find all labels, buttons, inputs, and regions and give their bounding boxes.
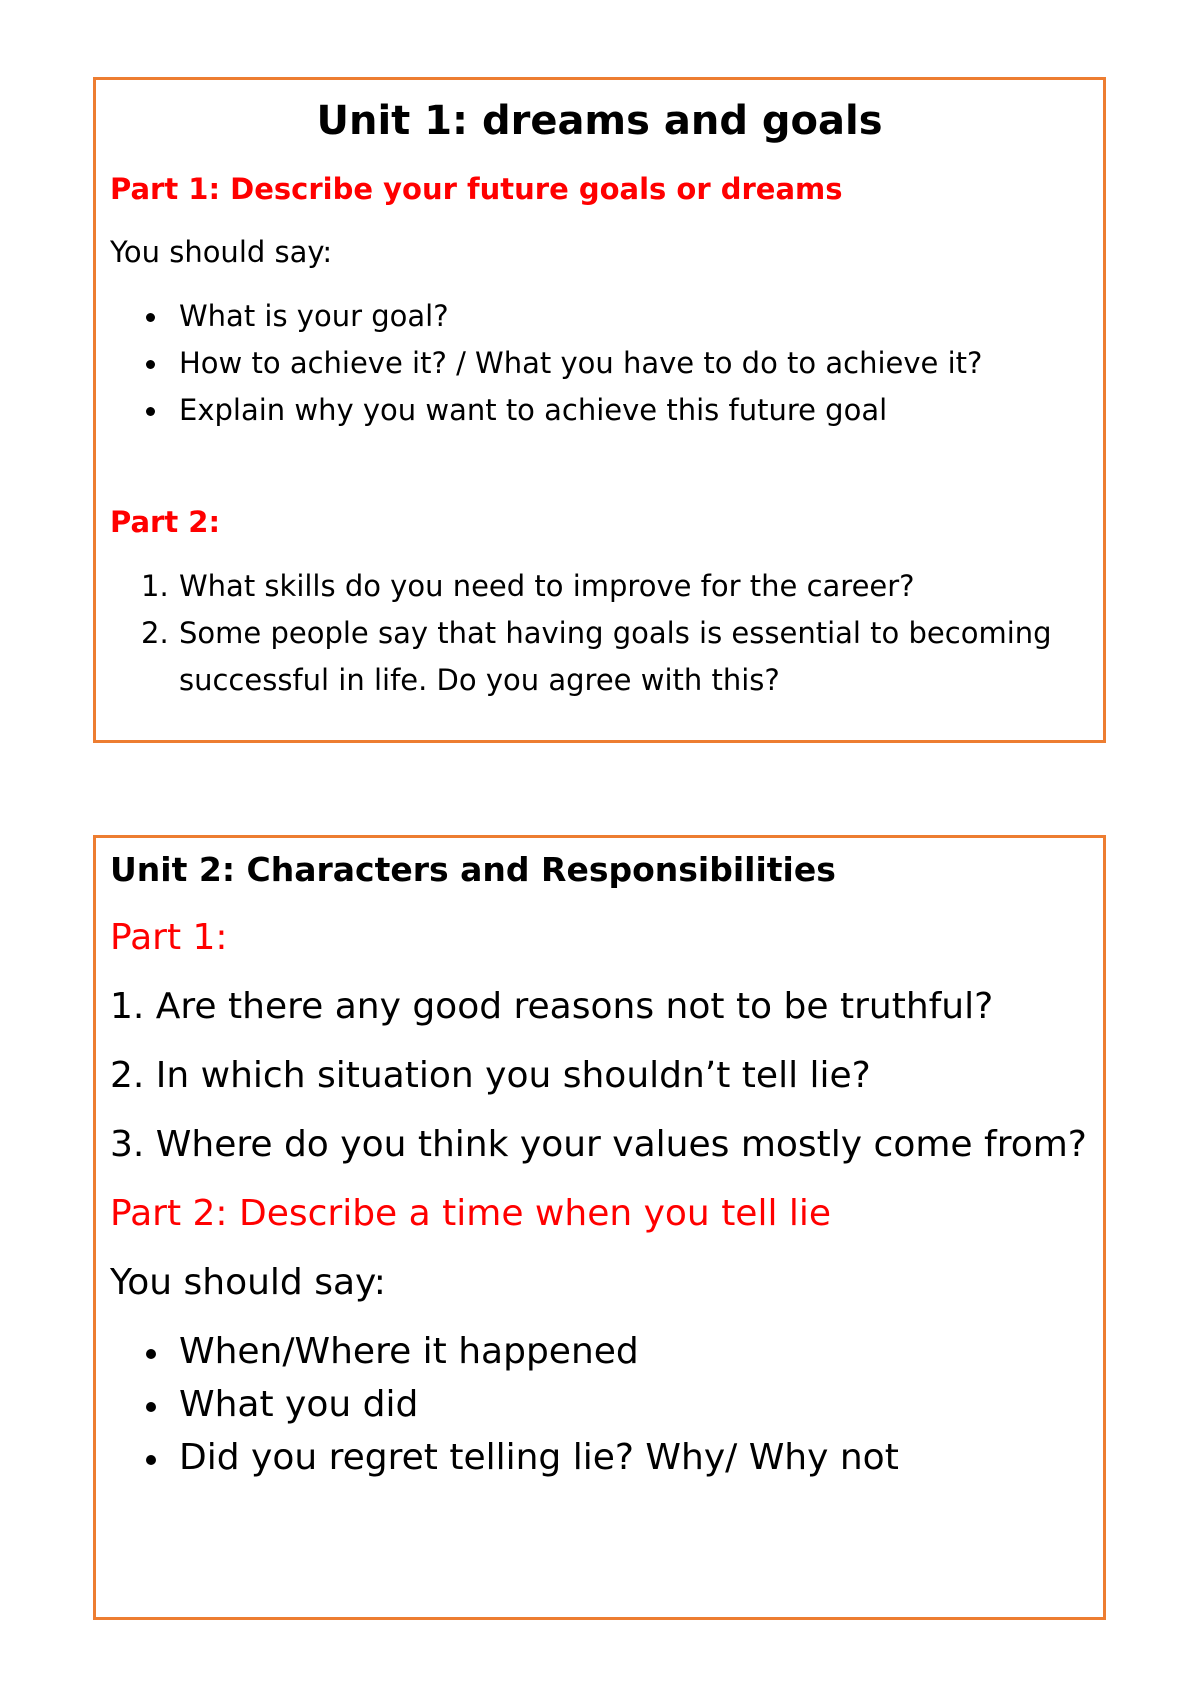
bullet-icon [146,407,155,416]
unit2-question-3: 3. Where do you think your values mostly come from? [110,1124,1087,1165]
unit1-part1-heading: Part 1: Describe your future goals or dreams [110,172,843,206]
unit1-intro: You should say: [110,235,333,269]
bullet-icon [146,313,155,322]
question-number: 2. [141,616,169,650]
bullet-icon [146,1402,156,1412]
unit1-card [93,77,1106,743]
unit2-question-2: 2. In which situation you shouldn’t tell lie? [110,1055,871,1096]
question-text: successful in life. Do you agree with this? [179,663,780,697]
unit2-bullet-text: When/Where it happened [179,1331,639,1372]
unit1-bullet-text: What is your goal? [179,299,449,333]
unit2-card [93,835,1106,1620]
question-text: What skills do you need to improve for the career? [179,569,915,603]
unit1-bullet-text: How to achieve it? / What you have to do to achieve it? [179,346,983,380]
question-text: Some people say that having goals is essential to becoming [179,616,1052,650]
unit2-part1-heading: Part 1: [110,917,228,958]
unit2-bullet-text: What you did [179,1384,419,1425]
unit1-bullet-text: Explain why you want to achieve this future goal [179,393,888,427]
question-number: 1. [141,569,169,603]
bullet-icon [146,360,155,369]
bullet-icon [146,1349,156,1359]
unit1-title: Unit 1: dreams and goals [316,98,883,144]
unit2-part2-heading: Part 2: Describe a time when you tell lie [110,1193,832,1234]
unit2-intro: You should say: [110,1262,386,1303]
unit2-bullet-text: Did you regret telling lie? Why/ Why not [179,1437,899,1478]
unit2-title: Unit 2: Characters and Responsibilities [110,850,836,889]
bullet-icon [146,1455,156,1465]
unit1-part2-heading: Part 2: [110,505,221,539]
unit2-question-1: 1. Are there any good reasons not to be truthful? [110,986,994,1027]
